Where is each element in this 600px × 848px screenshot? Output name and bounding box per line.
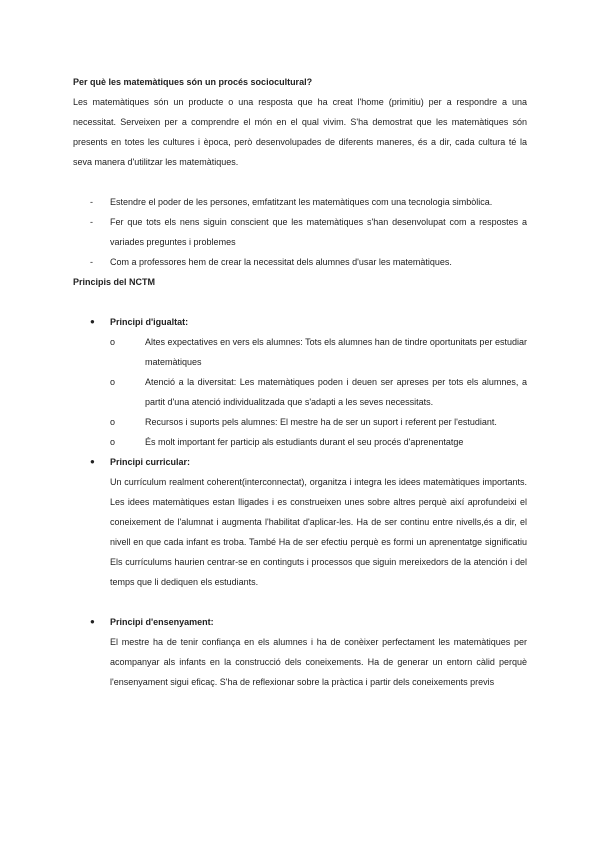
list-item [110,412,527,432]
dash-list [73,192,527,272]
igualtat-sub-list [110,332,527,452]
sub-marker: o [110,417,116,427]
list-item-text: Estendre el poder de les persones, emfatitzant les matemàtiques com una tecnologia simbòlica. [110,197,493,207]
sub-marker: o [110,377,116,387]
principle-ensenyament [73,612,527,692]
list-item [110,372,527,412]
list-item-text: Com a professores hem de crear la necessitat dels alumnes d'usar les matemàtiques. [110,257,452,267]
principle-igualtat-title: Principi d'igualtat: [110,317,189,327]
principle-curricular [73,452,527,592]
bullet-icon: ● [90,317,95,326]
dash-marker: - [90,217,93,227]
list-item-text: Fer que tots els nens siguin conscient que les matemàtiques s'han desenvolupat com a respostes a variades preguntes i problemes [110,217,527,247]
list-item [73,252,527,272]
list-item [110,432,527,452]
nctm-title: Principis del NCTM [73,277,156,287]
sub-marker: o [110,437,116,447]
sub-marker: o [110,337,116,347]
bullet-icon: ● [90,457,95,466]
principle-ensenyament-title: Principi d'ensenyament: [110,617,214,627]
bullet-icon: ● [90,617,95,626]
dash-marker: - [90,257,93,267]
dash-marker: - [90,197,93,207]
intro-paragraph: Les matemàtiques són un producte o una resposta que ha creat l'home (primitiu) per a respondre a una necessitat. Serveixen per a comprendre el món en el qual vivim. S'ha demostrat que les matemàtiques són presents en totes les cultures i època, però desenvolupades de diferents maneres, és a dir, cada cultura té la seva manera d'utilitzar les matemàtiques. [73,97,527,167]
document-content [73,72,527,692]
list-item [73,212,527,252]
principle-curricular-title: Principi curricular: [110,457,191,467]
intro-title: Per què les matemàtiques són un procés sociocultural? [73,77,313,87]
principle-ensenyament-text: El mestre ha de tenir confiança en els alumnes i ha de conèixer perfectament les matemàtiques per acompanyar als infants en la construcció dels coneixements. Ha de generar un entorn càlid perquè l'ensenyament sigui eficaç. S'ha de reflexionar sobre la pràctica i partir dels coneixements previs [110,637,527,687]
list-item-text: Atenció a la diversitat: Les matemàtiques poden i deuen ser apreses per tots els alumnes, a partit d'una atenció individualitzada que s'adapti a les seves necessitats. [145,377,527,407]
list-item [73,192,527,212]
principle-curricular-text: Un currículum realment coherent(interconnectat), organitza i integra les idees matemàtiques importants. Les idees matemàtiques estan lligades i es construeixen unes sobre altres perquè així aprofundeixi el coneixement de l'alumnat i augmenta l'habilitat d'aplicar-les. Ha de ser continu entre nivells,és a dir, el nivell en que cada infant es troba. També Ha de ser efectiu perquè es formi un aprenentatge significatiu Els currículums haurien centrar-se en continguts i processos que siguin mereixedors de la atención i del temps que li dediquen els estudiants. [110,477,527,587]
list-item-text: És molt important fer particip als estudiants durant el seu procés d'aprenentatge [145,437,464,447]
list-item [110,332,527,372]
principle-igualtat [73,312,527,452]
list-item-text: Altes expectatives en vers els alumnes: Tots els alumnes han de tindre oportunitats per estudiar matemàtiques [145,337,527,367]
list-item-text: Recursos i suports pels alumnes: El mestre ha de ser un suport i referent per l'estudiant. [145,417,497,427]
